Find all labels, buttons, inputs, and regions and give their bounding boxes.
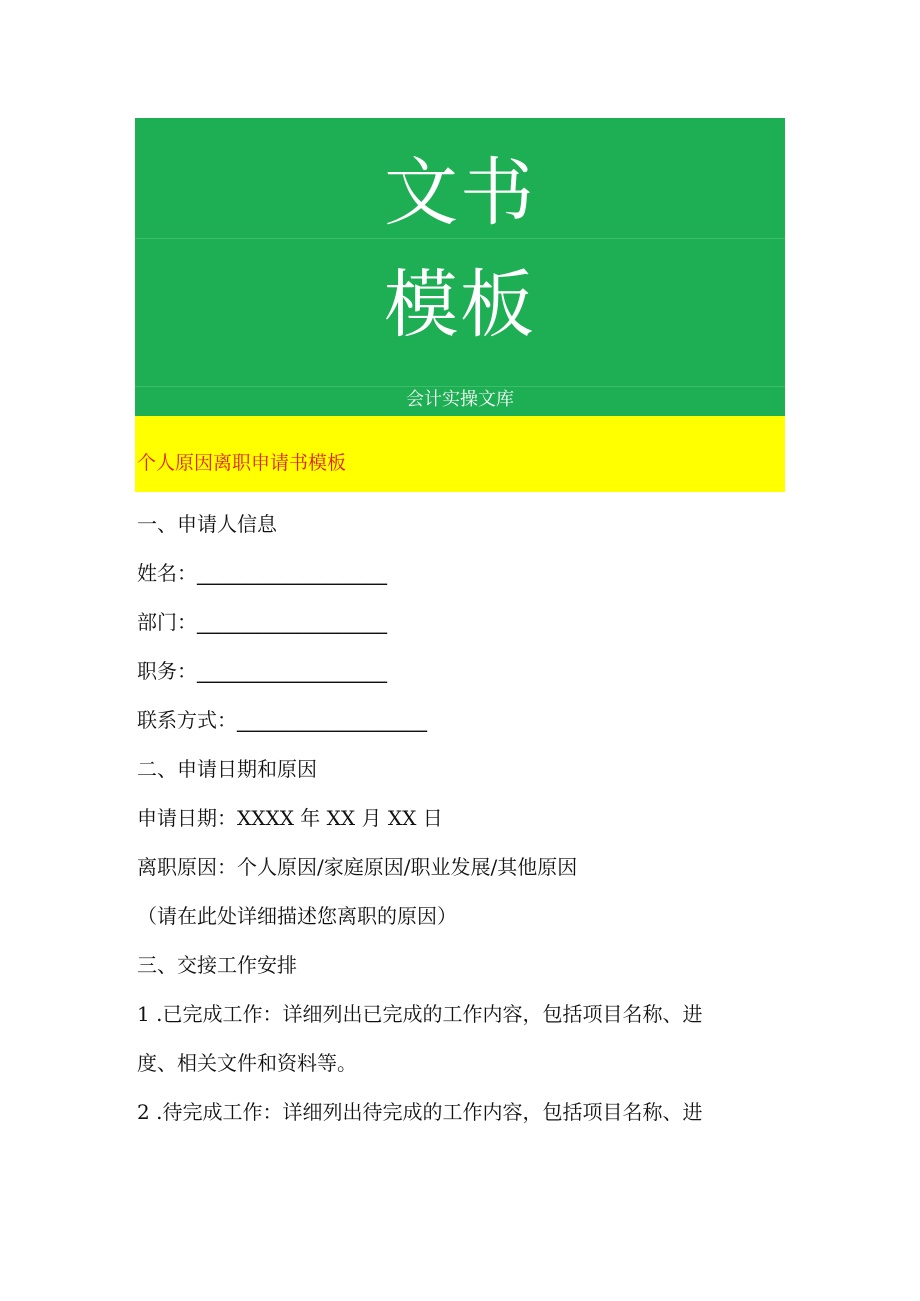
section-heading-date-reason: 二、申请日期和原因 bbox=[137, 757, 317, 781]
title-banner bbox=[135, 118, 785, 416]
banner-subtitle: 会计实操文库 bbox=[406, 389, 514, 410]
reason-note: （请在此处详细描述您离职的原因） bbox=[137, 904, 457, 928]
document-title: 个人原因离职申请书模板 bbox=[137, 452, 347, 474]
banner-divider bbox=[135, 238, 785, 239]
contact-field: 联系方式：___________________ bbox=[137, 708, 427, 732]
handover-item-1-continued: 度、相关文件和资料等。 bbox=[137, 1051, 357, 1075]
apply-date: 申请日期：XXXX 年 XX 月 XX 日 bbox=[137, 806, 443, 830]
section-heading-applicant: 一、申请人信息 bbox=[137, 512, 277, 536]
handover-item-1: 1 .已完成工作：详细列出已完成的工作内容，包括项目名称、进 bbox=[137, 1002, 703, 1026]
document-subject-bar bbox=[135, 416, 785, 492]
banner-divider bbox=[135, 386, 785, 387]
name-field: 姓名：___________________ bbox=[137, 561, 387, 585]
department-field: 部门：___________________ bbox=[137, 610, 387, 634]
banner-title-line2: 模板 bbox=[384, 262, 536, 348]
section-heading-handover: 三、交接工作安排 bbox=[137, 953, 297, 977]
resign-reason: 离职原因：个人原因/家庭原因/职业发展/其他原因 bbox=[137, 855, 578, 879]
handover-item-2: 2 .待完成工作：详细列出待完成的工作内容，包括项目名称、进 bbox=[137, 1100, 703, 1124]
banner-title-line1: 文书 bbox=[384, 150, 536, 236]
position-field: 职务：___________________ bbox=[137, 659, 387, 683]
